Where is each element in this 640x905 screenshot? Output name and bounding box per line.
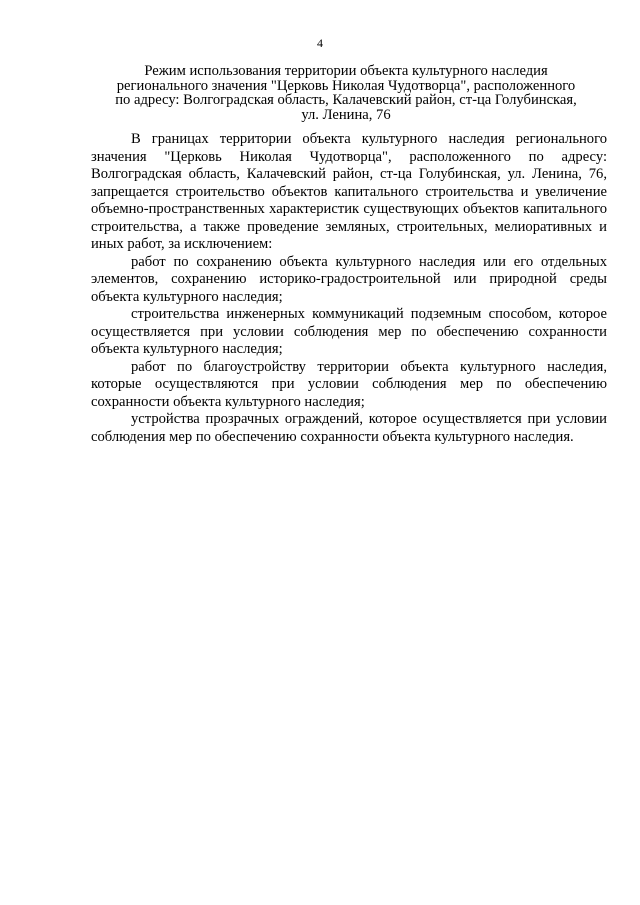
exception-item: работ по сохранению объекта культурного наследия или его отдельных элементов, сохранению историко-градостроительной или природной среды объекта культурного наследия; [91,253,607,305]
document-title [95,64,597,122]
title-line: по адресу: Волгоградская область, Калачевский район, ст-ца Голубинская, [115,92,577,108]
title-line: ул. Ленина, 76 [301,106,391,123]
document-body [91,131,607,446]
page-number: 4 [317,36,323,50]
title-line: регионального значения "Церковь Николая Чудотворца", расположенного [116,77,576,94]
exception-item: устройства прозрачных ограждений, которое осуществляется при условии соблюдения мер по обеспечению сохранности объекта культурного наследия. [91,411,607,445]
title-line: Режим использования территории объекта культурного наследия [144,63,548,79]
exception-item: строительства инженерных коммуникаций подземным способом, которое осуществляется при условии соблюдения мер по обеспечению сохранности объекта культурного наследия; [91,306,607,357]
intro-paragraph: В границах территории объекта культурного наследия регионального значения "Церковь Николая Чудотворца", расположенного по адресу: Волгоградская область, Калачевский район, ст-ца Голубинская, ул. Ленина, 76, запрещается строительство объектов капитального строительства и увеличение объемно-пространственных характеристик существующих объектов капитального строительства, а также проведение земляных, строительных, мелиоративных и иных работ, за исключением: [91,131,607,252]
exception-item: работ по благоустройству территории объекта культурного наследия, которые осуществляются при условии соблюдения мер по обеспечению сохранности объекта культурного наследия; [91,358,607,410]
